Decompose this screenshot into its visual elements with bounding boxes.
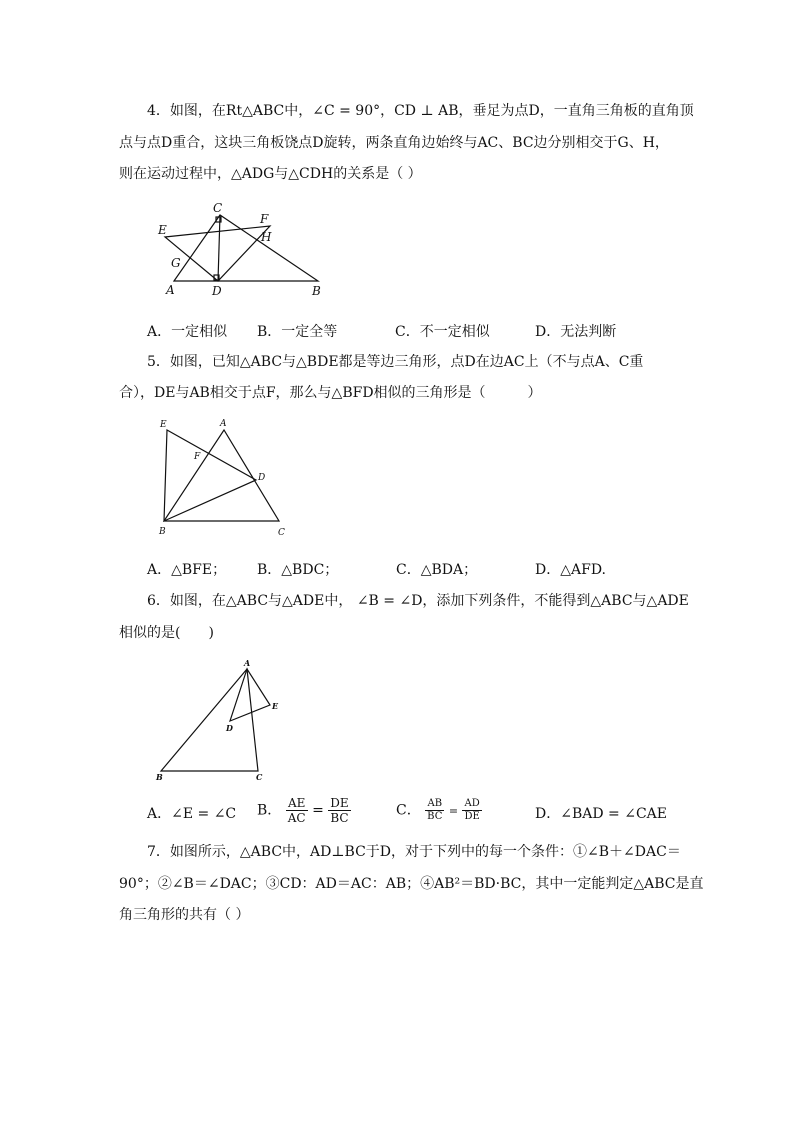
q6-option-c-fraction-2: $\frac{AD}{DE}$ <box>464 798 480 822</box>
q5-figure <box>150 415 295 540</box>
q4-set-square <box>165 226 270 281</box>
q6-option-b-fraction-2: $\frac{DE}{BC}$ <box>330 796 349 825</box>
q5-label-a: A <box>220 419 227 429</box>
q7-text-line1: 7．如图所示，△ABC中，AD⊥BC于D，对于下列中的每一个条件：①∠B＋∠DAC＝ <box>147 844 681 860</box>
q4-label-h: H <box>261 230 272 244</box>
q5-triangle-bde <box>164 430 256 521</box>
q5-option-c: C．△BDA； <box>396 562 478 578</box>
q6-option-b-prefix: B． <box>257 802 282 819</box>
q6-option-c-prefix: C． <box>396 802 421 819</box>
q4-option-b: B．一定全等 <box>257 324 338 340</box>
q6-option-b-fraction-1: $\frac{AE}{AC}$ <box>287 796 306 825</box>
q4-label-g: G <box>171 256 181 270</box>
q6-label-a: A <box>244 658 251 668</box>
q5-label-b: B <box>159 527 166 537</box>
q5-text-line1: 5．如图，已知△ABC与△BDE都是等边三角形，点D在边AC上（不与点A、C重 <box>147 354 644 370</box>
q6-label-d: D <box>226 723 233 733</box>
q5-label-c: C <box>278 528 285 538</box>
q5-label-e: E <box>160 420 167 430</box>
q6-label-e: E <box>272 701 279 711</box>
q6-label-c: C <box>256 772 263 782</box>
q4-label-b: B <box>312 284 321 298</box>
q6-triangle-abc <box>161 669 258 771</box>
q5-option-b: B．△BDC； <box>257 562 339 578</box>
q4-triangle-abc <box>174 215 318 281</box>
q6-text-line2: 相似的是( ) <box>119 625 214 641</box>
q6-text-line1: 6．如图，在△ABC与△ADE中， ∠B = ∠D，添加下列条件，不能得到△ABC与△ADE <box>147 593 689 609</box>
q6-option-c <box>396 798 482 823</box>
q4-figure <box>150 198 335 300</box>
q4-label-a: A <box>166 283 175 297</box>
q6-figure <box>150 655 285 785</box>
q6-label-b: B <box>156 772 163 782</box>
q6-option-b-equals: = <box>312 802 324 819</box>
q5-label-d: D <box>258 473 266 483</box>
q4-label-d: D <box>212 284 222 298</box>
q4-option-c: C．不一定相似 <box>395 324 490 340</box>
q5-text-line2: 合），DE与AB相交于点F，那么与△BFD相似的三角形是（ ） <box>119 385 542 401</box>
q4-text-line1: 4．如图，在Rt△ABC中，∠C = 90°，CD ⊥ AB，垂足为点D，一直角三角板的直角顶 <box>147 103 694 119</box>
q5-option-d: D．△AFD. <box>535 562 606 578</box>
q4-option-d: D．无法判断 <box>535 324 617 340</box>
q7-text-line3: 角三角形的共有（ ） <box>119 907 250 923</box>
q7-text-line2: 90°；②∠B＝∠DAC；③CD：AD＝AC：AB；④AB²＝BD·BC，其中一定能判定△ABC是直 <box>119 876 704 892</box>
q4-text-line3: 则在运动过程中，△ADG与△CDH的关系是（ ） <box>119 166 422 182</box>
q4-segment-cd <box>218 215 220 281</box>
q6-option-c-fraction-1: $\frac{AB}{BC}$ <box>427 798 443 822</box>
q5-label-f: F <box>194 452 201 462</box>
q6-option-b <box>257 796 351 825</box>
q6-option-c-equals: = <box>448 804 459 818</box>
q4-text-line2: 点与点D重合，这块三角板饶点D旋转，两条直角边始终与AC、BC边分别相交于G、H， <box>119 135 669 151</box>
q4-label-f: F <box>260 212 269 226</box>
q6-option-a: A．∠E = ∠C <box>147 806 237 822</box>
q5-option-a: A．△BFE； <box>147 562 227 578</box>
q4-label-e: E <box>158 223 167 237</box>
q4-option-a: A．一定相似 <box>147 324 228 340</box>
q4-label-c: C <box>213 201 223 215</box>
q6-option-d: D．∠BAD = ∠CAE <box>535 806 667 822</box>
